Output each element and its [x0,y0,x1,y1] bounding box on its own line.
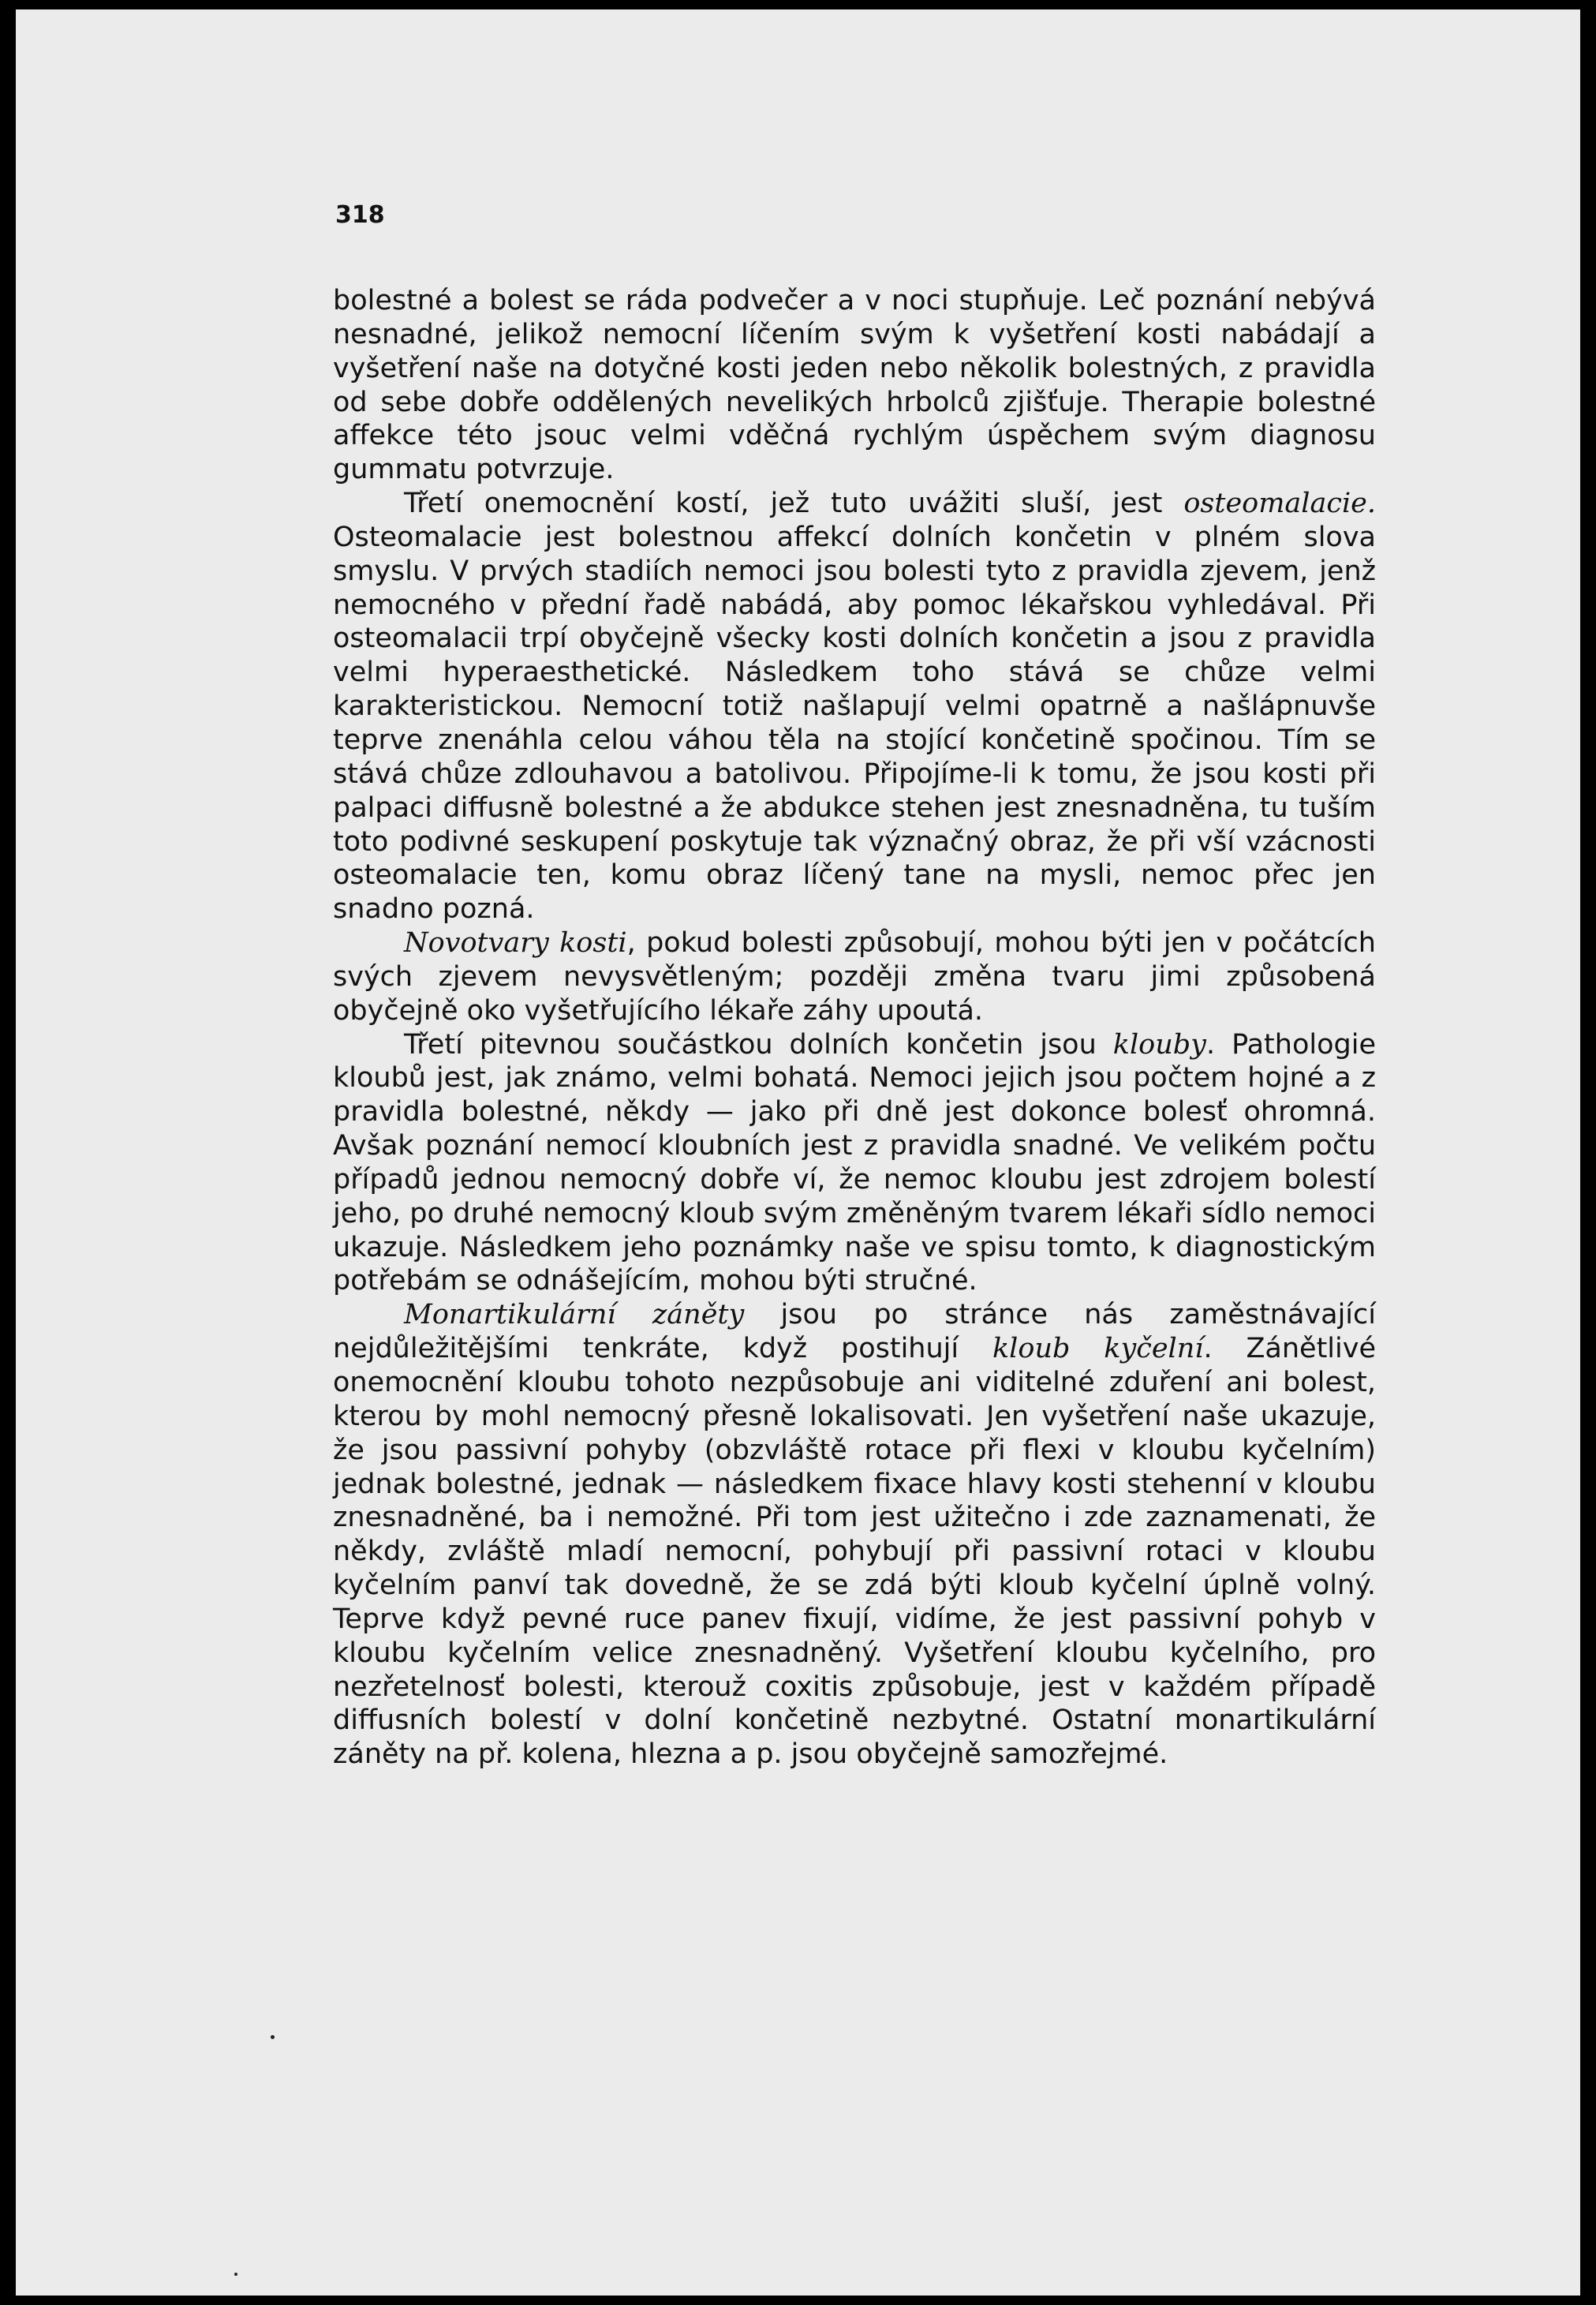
text-run: Třetí pitevnou součástkou dolních končetin jsou [404,1028,1113,1061]
text-run: jsou po stránce nás zaměstnávající nejdůležitějšími tenkráte, když postihují [333,1299,1376,1365]
italic-term: Novotvary kosti [404,927,627,960]
dust-speck [234,2273,237,2276]
dust-speck [271,2035,275,2039]
text-run: . Zánětlivé onemocnění kloubu tohoto nezpůsobuje ani viditelné zduření ani bolest, kterou by mohl nemocný přesně lokalisovati. Jen vyšetření naše ukazuje, že jsou passivní pohyby (obzvláště rotace při flexi v kloubu kyčelním) jednak bolestné, jednak — následkem fixace hlavy kosti stehenní v kloubu znesnadněné, ba i nemožné. Při tom jest užitečno i zde zaznamenati, že někdy, zvláště mladí nemocní, pohybují při passivní rotaci v kloubu kyčelním panví tak dovedně, že se zdá býti kloub kyčelní úplně volný. Teprve když pevné ruce panev fixují, vidíme, že jest passivní pohyb v kloubu kyčelním velice znesnadněný. Vyšetření kloubu kyčelního, pro nezřetelnosť bolesti, kterouž coxitis způsobuje, jest v každém případě diffusních bolestí v dolní končetině nezbytné. Ostatní monartikulární záněty na př. kolena, hlezna a p. jsou obyčejně samozřejmé. [333,1333,1376,1771]
italic-term: Monartikulární záněty [404,1299,745,1331]
text-run: . Pathologie kloubů jest, jak známo, velmi bohatá. Nemoci jejich jsou počtem hojné a z pravidla bolestné, někdy — jako při dně jest dokonce bolesť ohromná. Avšak poznání nemocí kloubních jest z pravidla snadné. Ve velikém počtu případů jednou nemocný dobře ví, že nemoc kloubu jest zdrojem bolestí jeho, po druhé nemocný kloub svým změněným tvarem lékaři sídlo nemoci ukazuje. Následkem jeho poznámky naše ve spisu tomto, k diagnostickým potřebám se odnášejícím, mohou býti stručné. [333,1028,1376,1297]
body-text [333,284,1376,1772]
paragraph-3 [333,926,1376,1028]
paragraph-2 [333,487,1376,926]
page-number: 318 [335,201,385,229]
text-run: , pokud bolesti způsobují, mohou býti jen v počátcích svých zjevem nevysvětleným; později změna tvaru jimi způsobená obyčejně oko vyšetřujícího lékaře záhy upoutá. [333,927,1376,1027]
text-run: bolestné a bolest se ráda podvečer a v noci stupňuje. Leč poznání nebývá nesnadné, jelikož nemocní líčením svým k vyšetření kosti nabádají a vyšetření naše na dotyčné kosti jeden nebo několik bolestných, z pravidla od sebe dobře oddělených nevelikých hrbolců zjišťuje. Therapie bolestné affekce této jsouc velmi vděčná rychlým úspěchem svým diagnosu gummatu potvrzuje. [333,285,1376,486]
book-page [16,9,1580,2296]
paragraph-4 [333,1028,1376,1299]
paragraph-5 [333,1298,1376,1772]
italic-term: kloub kyčelní [992,1333,1204,1365]
text-run: Osteomalacie jest bolestnou affekcí dolních končetin v plném slova smyslu. V prvých stadiích nemoci jsou bolesti tyto z pravidla zjevem, jenž nemocného v přední řadě nabádá, aby pomoc lékařskou vyhledával. Při osteomalacii trpí obyčejně všecky kosti dolních končetin a jsou z pravidla velmi hyperaesthetické. Následkem toho stává se chůze velmi karakteristickou. Nemocní totiž našlapují velmi opatrně a našlápnuvše teprve znenáhla celou váhou těla na stojící končetině spočinou. Tím se stává chůze zdlouhavou a batolivou. Připojíme-li k tomu, že jsou kosti při palpaci diffusně bolestné a že abdukce stehen jest znesnadněna, tu tuším toto podivné seskupení poskytuje tak význačný obraz, že při vší vzácnosti osteomalacie ten, komu obraz líčený tane na mysli, nemoc přec jen snadno pozná. [333,521,1376,926]
italic-term: klouby [1112,1028,1206,1061]
paragraph-1 [333,284,1376,487]
text-run: Třetí onemocnění kostí, jež tuto uvážiti sluší, jest [404,488,1184,520]
italic-term: osteomalacie. [1183,488,1376,520]
